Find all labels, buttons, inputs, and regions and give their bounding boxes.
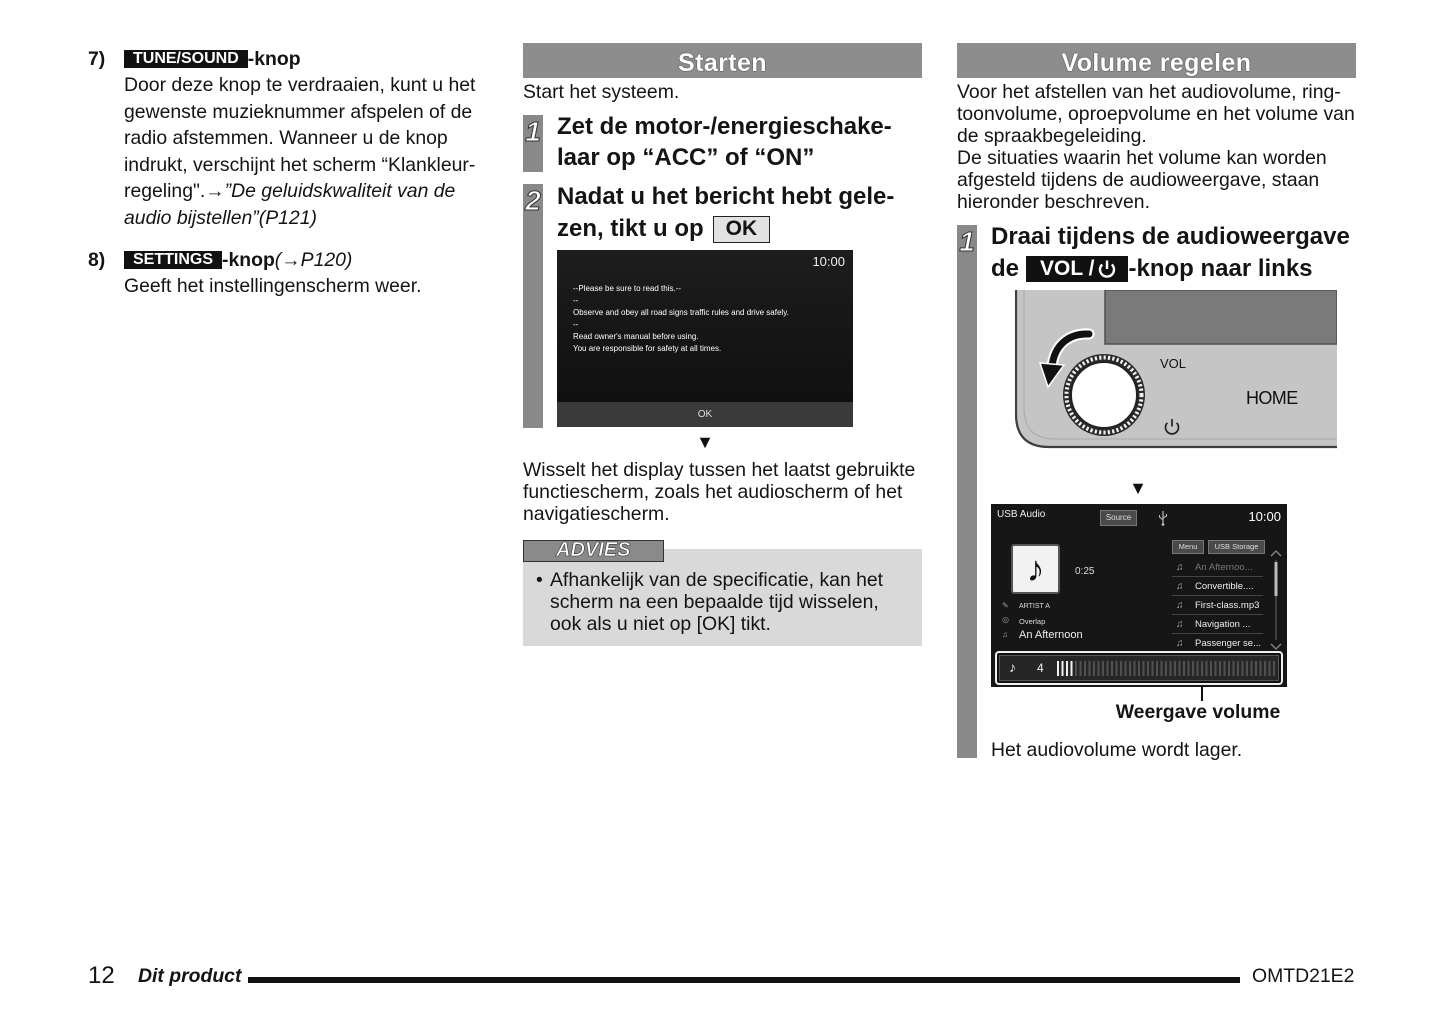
volume-display <box>995 651 1283 685</box>
tune-sound-key-badge: TUNE/SOUND <box>124 50 248 68</box>
message-line: --Please be sure to read this.-- <box>573 284 682 293</box>
section-name: Dit product <box>138 965 242 987</box>
track-icon: ♫ <box>1002 630 1008 639</box>
item8-reference: (→P120) <box>274 248 353 271</box>
artist-icon: ✎ <box>1002 601 1009 610</box>
item7-line-text: regeling". <box>124 180 206 202</box>
item7-reference: →”De geluidskwaliteit van de <box>205 180 456 202</box>
intro-line: Voor het afstellen van het audiovolume, ring- <box>957 81 1341 103</box>
volume-level: 4 <box>1037 661 1044 675</box>
start-result <box>523 459 915 525</box>
advies-line: scherm na een bepaalde tijd wisselen, <box>550 591 879 613</box>
list-item <box>1172 577 1263 596</box>
volume-level-bar <box>1057 661 1275 676</box>
item7-number: 7) <box>88 47 106 70</box>
intro-line: de spraakbegeleiding. <box>957 125 1147 147</box>
list-item-label: Convertible.... <box>1195 581 1254 592</box>
section-title-starten: Starten <box>523 43 922 78</box>
album-name: Overlap <box>1019 617 1046 626</box>
display-area <box>1105 290 1337 344</box>
item7-suffix: -knop <box>247 47 301 70</box>
item7-heading <box>88 48 301 70</box>
list-scrollbar <box>1269 548 1283 652</box>
item8-suffix: -knop <box>222 248 275 271</box>
scroll-thumb <box>1275 562 1278 596</box>
step1-instruction <box>557 111 892 173</box>
step-marker-1 <box>523 115 543 172</box>
list-item <box>1172 558 1263 577</box>
result-line: functiescherm, zoals het audioscherm of het <box>523 481 903 503</box>
volume-step1-instruction <box>991 221 1350 285</box>
screen-ok-bar: OK <box>557 402 853 427</box>
item8-number: 8) <box>88 248 106 271</box>
list-item-label: An Afternoo... <box>1195 562 1253 573</box>
volume-step-line: Draai tijdens de audioweergave <box>991 223 1350 250</box>
step-number: 1 <box>525 116 541 147</box>
intro-line: De situaties waarin het volume kan worden <box>957 147 1327 169</box>
vol-knob-illustration <box>1015 290 1337 452</box>
volume-step-suffix: -knop naar links <box>1128 255 1313 282</box>
section-title-volume: Volume regelen <box>957 43 1356 78</box>
callout-line <box>1201 686 1203 701</box>
music-note-icon: ♫ <box>1176 600 1184 611</box>
item7-line: Door deze knop te verdraaien, kunt u het <box>124 74 476 96</box>
home-label: HOME <box>1246 388 1298 408</box>
item7-line <box>124 178 475 205</box>
item7-line: indrukt, verschijnt het scherm “Klankleur- <box>124 153 476 176</box>
item7-line: gewenste muzieknummer afspelen of de <box>124 100 473 123</box>
advies-line: ook als u niet op [OK] tikt. <box>550 613 771 635</box>
item8-heading <box>88 249 352 271</box>
usb-audio-screenshot <box>991 504 1287 687</box>
source-button: Source <box>1100 510 1137 526</box>
step2-line <box>557 213 894 245</box>
step-marker-2 <box>523 184 543 428</box>
screen-clock: 10:00 <box>1248 509 1281 524</box>
step-number: 2 <box>525 185 541 216</box>
step2-line: Nadat u het bericht hebt gele- <box>557 183 895 210</box>
volume-intro <box>957 81 1355 213</box>
message-line: -- <box>573 320 579 329</box>
item8-description: Geeft het instellingenscherm weer. <box>124 275 422 297</box>
vol-power-key-badge <box>1026 256 1128 282</box>
result-line: Wisselt het display tussen het laatst gebruikte <box>523 459 916 481</box>
usb-storage-button: USB Storage <box>1208 540 1265 554</box>
step2-line-text: zen, tikt u op <box>557 215 704 242</box>
down-arrow-icon: ▼ <box>1129 478 1147 498</box>
volume-level-fill <box>1057 661 1075 676</box>
item7-line: radio afstemmen. Wanneer u de knop <box>124 127 448 149</box>
settings-key-badge: SETTINGS <box>124 251 222 269</box>
list-item-label: Passenger se... <box>1195 638 1262 649</box>
message-line: Read owner's manual before using. <box>573 332 699 341</box>
safety-message-screenshot <box>557 250 853 427</box>
item7-description <box>124 72 475 231</box>
album-art-music-note-icon: ♪ <box>1011 544 1060 594</box>
advies-line: Afhankelijk van de specificatie, kan het <box>550 569 884 591</box>
music-note-icon: ♫ <box>1176 638 1184 649</box>
album-icon: ◎ <box>1002 615 1009 624</box>
item7-reference-cont: audio bijstellen”(P121) <box>124 206 317 229</box>
artist-name: ARTIST A <box>1019 603 1050 610</box>
source-title: USB Audio <box>997 509 1046 520</box>
step-number: 1 <box>959 226 975 257</box>
usb-icon <box>1158 510 1168 526</box>
list-item <box>1172 615 1263 634</box>
vol-label: VOL <box>1160 356 1187 371</box>
step1-line: laar op “ACC” of “ON” <box>557 144 815 171</box>
footer-rule <box>248 977 1240 983</box>
vol-knob <box>1063 354 1145 436</box>
advies-bullet: • <box>536 569 543 591</box>
advies-label: ADVIES <box>523 540 664 562</box>
message-line: Observe and obey all road signs traffic rules and drive safely. <box>573 308 789 317</box>
menu-button: Menu <box>1172 540 1204 554</box>
down-arrow-icon: ▼ <box>696 432 714 452</box>
music-note-icon: ♫ <box>1176 581 1184 592</box>
scroll-down-icon <box>1271 644 1281 649</box>
message-line: -- <box>573 296 579 305</box>
music-note-icon: ♫ <box>1176 619 1184 630</box>
safety-message <box>573 283 789 355</box>
advies-text <box>550 569 883 635</box>
volume-step-prefix: de <box>991 255 1020 282</box>
power-icon <box>1096 258 1118 280</box>
screen-clock: 10:00 <box>812 254 845 269</box>
volume-step-line <box>991 253 1350 285</box>
callout-volume-display: Weergave volume <box>1115 701 1281 723</box>
intro-line: hieronder beschreven. <box>957 191 1150 213</box>
vol-key-label: VOL / <box>1040 257 1095 280</box>
elapsed-time: 0:25 <box>1075 566 1095 577</box>
scroll-up-icon <box>1271 551 1281 556</box>
intro-line: afgesteld tijdens de audioweergave, staan <box>957 169 1320 191</box>
volume-note-icon: ♪ <box>1009 659 1016 675</box>
step-marker-1 <box>957 225 977 758</box>
message-line: You are responsible for safety at all times. <box>573 344 722 353</box>
music-note-icon: ♫ <box>1176 562 1184 573</box>
list-item-label: First-class.mp3 <box>1195 600 1260 611</box>
list-item <box>1172 596 1263 615</box>
list-item-label: Navigation ... <box>1195 619 1251 630</box>
step1-line: Zet de motor-/energieschake- <box>557 113 892 140</box>
volume-result: Het audiovolume wordt lager. <box>991 739 1243 761</box>
document-code: OMTD21E2 <box>1252 965 1355 987</box>
ok-button-label: OK <box>713 216 771 243</box>
step2-instruction <box>557 181 894 245</box>
result-line: navigatiescherm. <box>523 503 670 525</box>
track-title: An Afternoon <box>1019 629 1083 641</box>
start-intro: Start het systeem. <box>523 81 680 103</box>
page-number: 12 <box>88 962 115 989</box>
intro-line: toonvolume, oproepvolume en het volume van <box>957 103 1355 125</box>
